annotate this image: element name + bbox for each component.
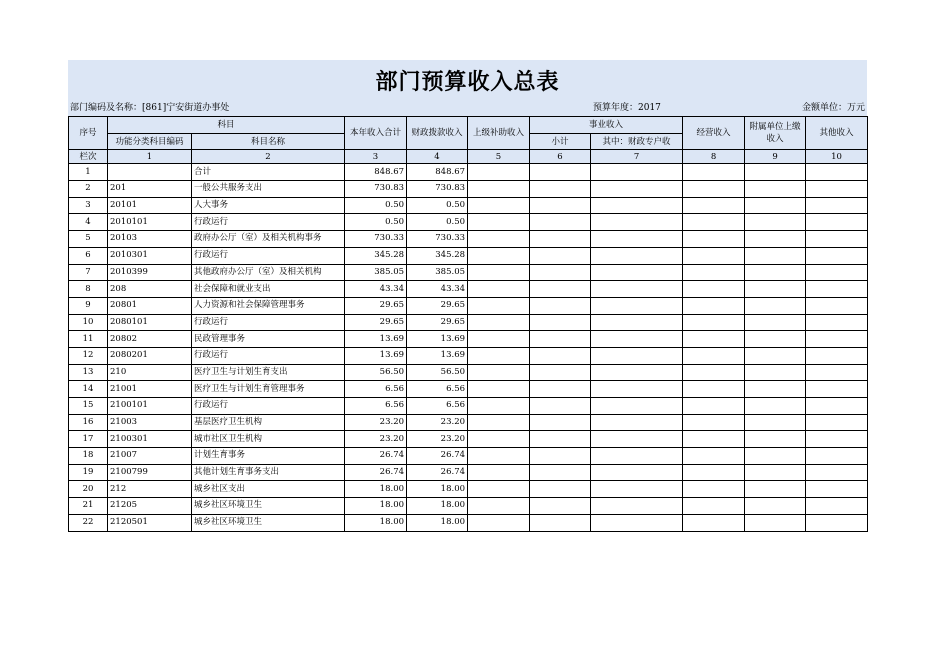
column-number: 7: [591, 150, 683, 164]
cell-empty: [745, 231, 806, 248]
cell-fiscal: 18.00: [407, 498, 468, 515]
header-fiscal: 财政拨款收入: [407, 117, 468, 150]
cell-fiscal: 29.65: [407, 297, 468, 314]
cell-code: 2080101: [108, 314, 192, 331]
cell-name: 人大事务: [192, 197, 345, 214]
header-other: 其他收入: [806, 117, 868, 150]
cell-code: 2010301: [108, 247, 192, 264]
cell-seq: 11: [69, 331, 108, 348]
cell-empty: [591, 464, 683, 481]
cell-empty: [745, 414, 806, 431]
dept-label: 部门编码及名称：[861]宁安街道办事处: [70, 103, 230, 113]
cell-fiscal: 26.74: [407, 464, 468, 481]
cell-empty: [806, 197, 868, 214]
cell-empty: [591, 514, 683, 531]
cell-empty: [591, 448, 683, 465]
cell-empty: [806, 364, 868, 381]
cell-empty: [683, 381, 745, 398]
cell-empty: [683, 347, 745, 364]
cell-empty: [745, 214, 806, 231]
header-subsidy: 上级补助收入: [468, 117, 530, 150]
header-special: 其中：财政专户收: [591, 133, 683, 150]
cell-total: 0.50: [345, 197, 407, 214]
cell-code: 20801: [108, 297, 192, 314]
cell-empty: [530, 347, 591, 364]
header-subtotal: 小计: [530, 133, 591, 150]
cell-fiscal: 18.00: [407, 514, 468, 531]
cell-empty: [468, 214, 530, 231]
table-row[interactable]: [69, 247, 868, 264]
cell-fiscal: 730.83: [407, 181, 468, 198]
cell-fiscal: 0.50: [407, 214, 468, 231]
cell-fiscal: 13.69: [407, 347, 468, 364]
cell-empty: [468, 448, 530, 465]
column-number: 栏次: [69, 150, 108, 164]
header-career: 事业收入: [530, 117, 683, 134]
header-code: 功能分类科目编码: [108, 133, 192, 150]
cell-empty: [468, 164, 530, 181]
cell-empty: [468, 247, 530, 264]
cell-empty: [806, 231, 868, 248]
cell-empty: [530, 247, 591, 264]
cell-empty: [806, 214, 868, 231]
cell-empty: [468, 464, 530, 481]
cell-empty: [806, 481, 868, 498]
cell-code: 21001: [108, 381, 192, 398]
cell-seq: 9: [69, 297, 108, 314]
cell-fiscal: 29.65: [407, 314, 468, 331]
cell-empty: [468, 398, 530, 415]
table-row[interactable]: [69, 364, 868, 381]
cell-empty: [806, 448, 868, 465]
cell-empty: [530, 214, 591, 231]
table-row[interactable]: [69, 297, 868, 314]
cell-empty: [745, 347, 806, 364]
cell-total: 13.69: [345, 347, 407, 364]
cell-empty: [745, 398, 806, 415]
cell-name: 其他计划生育事务支出: [192, 464, 345, 481]
table-row[interactable]: [69, 281, 868, 298]
cell-fiscal: 385.05: [407, 264, 468, 281]
cell-empty: [745, 164, 806, 181]
cell-seq: 15: [69, 398, 108, 415]
cell-empty: [745, 181, 806, 198]
cell-total: 29.65: [345, 297, 407, 314]
cell-fiscal: 730.33: [407, 231, 468, 248]
cell-name: 城市社区卫生机构: [192, 431, 345, 448]
cell-empty: [530, 381, 591, 398]
cell-seq: 7: [69, 264, 108, 281]
cell-empty: [591, 381, 683, 398]
cell-seq: 22: [69, 514, 108, 531]
cell-empty: [745, 464, 806, 481]
cell-empty: [530, 164, 591, 181]
cell-empty: [591, 181, 683, 198]
table-row[interactable]: [69, 398, 868, 415]
cell-total: 18.00: [345, 514, 407, 531]
meta-bar: [68, 100, 867, 116]
cell-seq: 3: [69, 197, 108, 214]
cell-empty: [683, 364, 745, 381]
table-row[interactable]: [69, 347, 868, 364]
cell-seq: 19: [69, 464, 108, 481]
table-row[interactable]: [69, 197, 868, 214]
cell-name: 基层医疗卫生机构: [192, 414, 345, 431]
cell-empty: [530, 181, 591, 198]
table-row[interactable]: [69, 481, 868, 498]
cell-fiscal: 23.20: [407, 431, 468, 448]
cell-empty: [530, 464, 591, 481]
cell-seq: 4: [69, 214, 108, 231]
table-row[interactable]: [69, 214, 868, 231]
cell-empty: [591, 197, 683, 214]
column-number: 6: [530, 150, 591, 164]
cell-fiscal: 345.28: [407, 247, 468, 264]
cell-empty: [468, 514, 530, 531]
cell-fiscal: 56.50: [407, 364, 468, 381]
cell-empty: [806, 431, 868, 448]
cell-seq: 16: [69, 414, 108, 431]
cell-empty: [683, 214, 745, 231]
cell-code: 20101: [108, 197, 192, 214]
cell-empty: [530, 314, 591, 331]
cell-empty: [591, 481, 683, 498]
cell-empty: [806, 347, 868, 364]
cell-empty: [591, 414, 683, 431]
cell-total: 18.00: [345, 481, 407, 498]
cell-seq: 6: [69, 247, 108, 264]
cell-empty: [745, 297, 806, 314]
cell-empty: [530, 331, 591, 348]
cell-name: 合计: [192, 164, 345, 181]
cell-empty: [683, 498, 745, 515]
table-row[interactable]: [69, 164, 868, 181]
table-row[interactable]: [69, 331, 868, 348]
page-title: 部门预算收入总表: [68, 60, 867, 100]
cell-name: 计划生育事务: [192, 448, 345, 465]
cell-total: 848.67: [345, 164, 407, 181]
cell-total: 730.83: [345, 181, 407, 198]
cell-total: 18.00: [345, 498, 407, 515]
cell-code: [108, 164, 192, 181]
cell-empty: [530, 448, 591, 465]
header-total: 本年收入合计: [345, 117, 407, 150]
cell-total: 0.50: [345, 214, 407, 231]
cell-code: 20802: [108, 331, 192, 348]
cell-code: 210: [108, 364, 192, 381]
cell-code: 2100101: [108, 398, 192, 415]
cell-fiscal: 26.74: [407, 448, 468, 465]
table-row[interactable]: [69, 381, 868, 398]
cell-fiscal: 6.56: [407, 398, 468, 415]
table-row[interactable]: [69, 448, 868, 465]
cell-empty: [683, 297, 745, 314]
cell-empty: [683, 514, 745, 531]
table-row[interactable]: [69, 514, 868, 531]
cell-code: 2100301: [108, 431, 192, 448]
cell-empty: [745, 498, 806, 515]
cell-name: 其他政府办公厅（室）及相关机构: [192, 264, 345, 281]
cell-empty: [745, 197, 806, 214]
cell-empty: [468, 197, 530, 214]
table-row[interactable]: [69, 498, 868, 515]
cell-empty: [530, 514, 591, 531]
cell-total: 345.28: [345, 247, 407, 264]
table-row[interactable]: [69, 181, 868, 198]
income-summary-table: [68, 116, 868, 532]
cell-name: 城乡社区环境卫生: [192, 514, 345, 531]
cell-empty: [468, 297, 530, 314]
cell-empty: [745, 281, 806, 298]
cell-total: 26.74: [345, 448, 407, 465]
cell-empty: [683, 164, 745, 181]
cell-empty: [683, 281, 745, 298]
cell-empty: [591, 498, 683, 515]
cell-empty: [530, 297, 591, 314]
cell-seq: 2: [69, 181, 108, 198]
column-number: 4: [407, 150, 468, 164]
cell-empty: [806, 247, 868, 264]
cell-empty: [468, 364, 530, 381]
cell-total: 23.20: [345, 431, 407, 448]
column-number: 8: [683, 150, 745, 164]
cell-empty: [530, 498, 591, 515]
cell-code: 21205: [108, 498, 192, 515]
table-row[interactable]: [69, 464, 868, 481]
cell-empty: [591, 347, 683, 364]
cell-empty: [468, 381, 530, 398]
table-row[interactable]: [69, 231, 868, 248]
cell-fiscal: 848.67: [407, 164, 468, 181]
cell-seq: 17: [69, 431, 108, 448]
cell-name: 行政运行: [192, 314, 345, 331]
cell-total: 23.20: [345, 414, 407, 431]
cell-empty: [745, 481, 806, 498]
cell-empty: [683, 247, 745, 264]
header-subject: 科目: [108, 117, 345, 134]
cell-empty: [806, 314, 868, 331]
cell-empty: [591, 364, 683, 381]
cell-seq: 20: [69, 481, 108, 498]
cell-name: 政府办公厅（室）及相关机构事务: [192, 231, 345, 248]
cell-code: 2010101: [108, 214, 192, 231]
cell-empty: [745, 431, 806, 448]
cell-empty: [683, 481, 745, 498]
cell-empty: [591, 297, 683, 314]
cell-seq: 10: [69, 314, 108, 331]
cell-total: 29.65: [345, 314, 407, 331]
table-row[interactable]: [69, 414, 868, 431]
cell-empty: [806, 264, 868, 281]
cell-empty: [745, 364, 806, 381]
cell-total: 6.56: [345, 398, 407, 415]
cell-empty: [591, 231, 683, 248]
cell-code: 2120501: [108, 514, 192, 531]
cell-empty: [530, 398, 591, 415]
cell-total: 56.50: [345, 364, 407, 381]
cell-name: 行政运行: [192, 214, 345, 231]
cell-name: 民政管理事务: [192, 331, 345, 348]
cell-empty: [806, 381, 868, 398]
cell-name: 医疗卫生与计划生育管理事务: [192, 381, 345, 398]
cell-seq: 8: [69, 281, 108, 298]
cell-empty: [683, 448, 745, 465]
cell-empty: [745, 314, 806, 331]
cell-empty: [806, 498, 868, 515]
cell-name: 行政运行: [192, 398, 345, 415]
cell-empty: [591, 164, 683, 181]
header-operating: 经营收入: [683, 117, 745, 150]
table-row[interactable]: [69, 431, 868, 448]
cell-empty: [683, 264, 745, 281]
cell-name: 医疗卫生与计划生育支出: [192, 364, 345, 381]
cell-empty: [683, 398, 745, 415]
cell-empty: [530, 431, 591, 448]
cell-empty: [468, 498, 530, 515]
cell-total: 13.69: [345, 331, 407, 348]
cell-code: 21003: [108, 414, 192, 431]
table-row[interactable]: [69, 264, 868, 281]
cell-empty: [468, 331, 530, 348]
cell-code: 20103: [108, 231, 192, 248]
cell-seq: 21: [69, 498, 108, 515]
cell-fiscal: 18.00: [407, 481, 468, 498]
cell-name: 行政运行: [192, 347, 345, 364]
cell-seq: 1: [69, 164, 108, 181]
cell-empty: [683, 231, 745, 248]
column-number: 3: [345, 150, 407, 164]
cell-empty: [468, 181, 530, 198]
cell-empty: [806, 281, 868, 298]
cell-empty: [806, 464, 868, 481]
column-number: 9: [745, 150, 806, 164]
cell-total: 26.74: [345, 464, 407, 481]
cell-name: 一般公共服务支出: [192, 181, 345, 198]
cell-empty: [745, 264, 806, 281]
cell-total: 6.56: [345, 381, 407, 398]
cell-code: 21007: [108, 448, 192, 465]
cell-seq: 18: [69, 448, 108, 465]
cell-code: 2010399: [108, 264, 192, 281]
cell-empty: [468, 231, 530, 248]
cell-total: 385.05: [345, 264, 407, 281]
cell-empty: [806, 181, 868, 198]
cell-empty: [806, 398, 868, 415]
header-seq: 序号: [69, 117, 108, 150]
header-name: 科目名称: [192, 133, 345, 150]
cell-fiscal: 6.56: [407, 381, 468, 398]
cell-name: 城乡社区支出: [192, 481, 345, 498]
cell-empty: [530, 364, 591, 381]
cell-empty: [806, 164, 868, 181]
cell-empty: [806, 414, 868, 431]
cell-total: 43.34: [345, 281, 407, 298]
cell-name: 人力资源和社会保障管理事务: [192, 297, 345, 314]
cell-empty: [806, 514, 868, 531]
cell-seq: 5: [69, 231, 108, 248]
cell-seq: 12: [69, 347, 108, 364]
cell-empty: [468, 431, 530, 448]
cell-empty: [468, 347, 530, 364]
column-number: 2: [192, 150, 345, 164]
cell-empty: [591, 281, 683, 298]
cell-empty: [468, 264, 530, 281]
cell-code: 201: [108, 181, 192, 198]
cell-fiscal: 23.20: [407, 414, 468, 431]
cell-empty: [745, 331, 806, 348]
cell-empty: [468, 414, 530, 431]
cell-empty: [806, 297, 868, 314]
cell-empty: [468, 314, 530, 331]
cell-seq: 13: [69, 364, 108, 381]
cell-code: 212: [108, 481, 192, 498]
table-row[interactable]: [69, 314, 868, 331]
column-number: 1: [108, 150, 192, 164]
column-number: 5: [468, 150, 530, 164]
cell-empty: [683, 414, 745, 431]
cell-empty: [530, 231, 591, 248]
cell-name: 社会保障和就业支出: [192, 281, 345, 298]
cell-fiscal: 43.34: [407, 281, 468, 298]
cell-empty: [683, 431, 745, 448]
cell-empty: [591, 398, 683, 415]
cell-empty: [530, 197, 591, 214]
column-number-row: [69, 150, 868, 164]
cell-empty: [683, 464, 745, 481]
cell-name: 城乡社区环境卫生: [192, 498, 345, 515]
cell-code: 208: [108, 281, 192, 298]
cell-empty: [530, 281, 591, 298]
cell-empty: [468, 481, 530, 498]
cell-empty: [530, 414, 591, 431]
cell-fiscal: 13.69: [407, 331, 468, 348]
budget-sheet: [68, 60, 867, 532]
header-affiliated: 附属单位上缴收入: [745, 117, 806, 150]
cell-empty: [745, 448, 806, 465]
cell-code: 2080201: [108, 347, 192, 364]
cell-empty: [591, 214, 683, 231]
cell-name: 行政运行: [192, 247, 345, 264]
cell-empty: [591, 247, 683, 264]
column-number: 10: [806, 150, 868, 164]
cell-empty: [591, 314, 683, 331]
cell-empty: [683, 331, 745, 348]
cell-empty: [591, 331, 683, 348]
cell-empty: [468, 281, 530, 298]
cell-code: 2100799: [108, 464, 192, 481]
cell-empty: [745, 247, 806, 264]
cell-empty: [683, 181, 745, 198]
cell-empty: [745, 381, 806, 398]
cell-seq: 14: [69, 381, 108, 398]
cell-empty: [806, 331, 868, 348]
cell-empty: [591, 264, 683, 281]
cell-fiscal: 0.50: [407, 197, 468, 214]
cell-empty: [745, 514, 806, 531]
cell-empty: [530, 264, 591, 281]
unit-label: 金额单位：万元: [801, 103, 865, 113]
cell-total: 730.33: [345, 231, 407, 248]
year-label: 预算年度：2017: [593, 103, 661, 113]
cell-empty: [683, 197, 745, 214]
cell-empty: [591, 431, 683, 448]
cell-empty: [683, 314, 745, 331]
cell-empty: [530, 481, 591, 498]
